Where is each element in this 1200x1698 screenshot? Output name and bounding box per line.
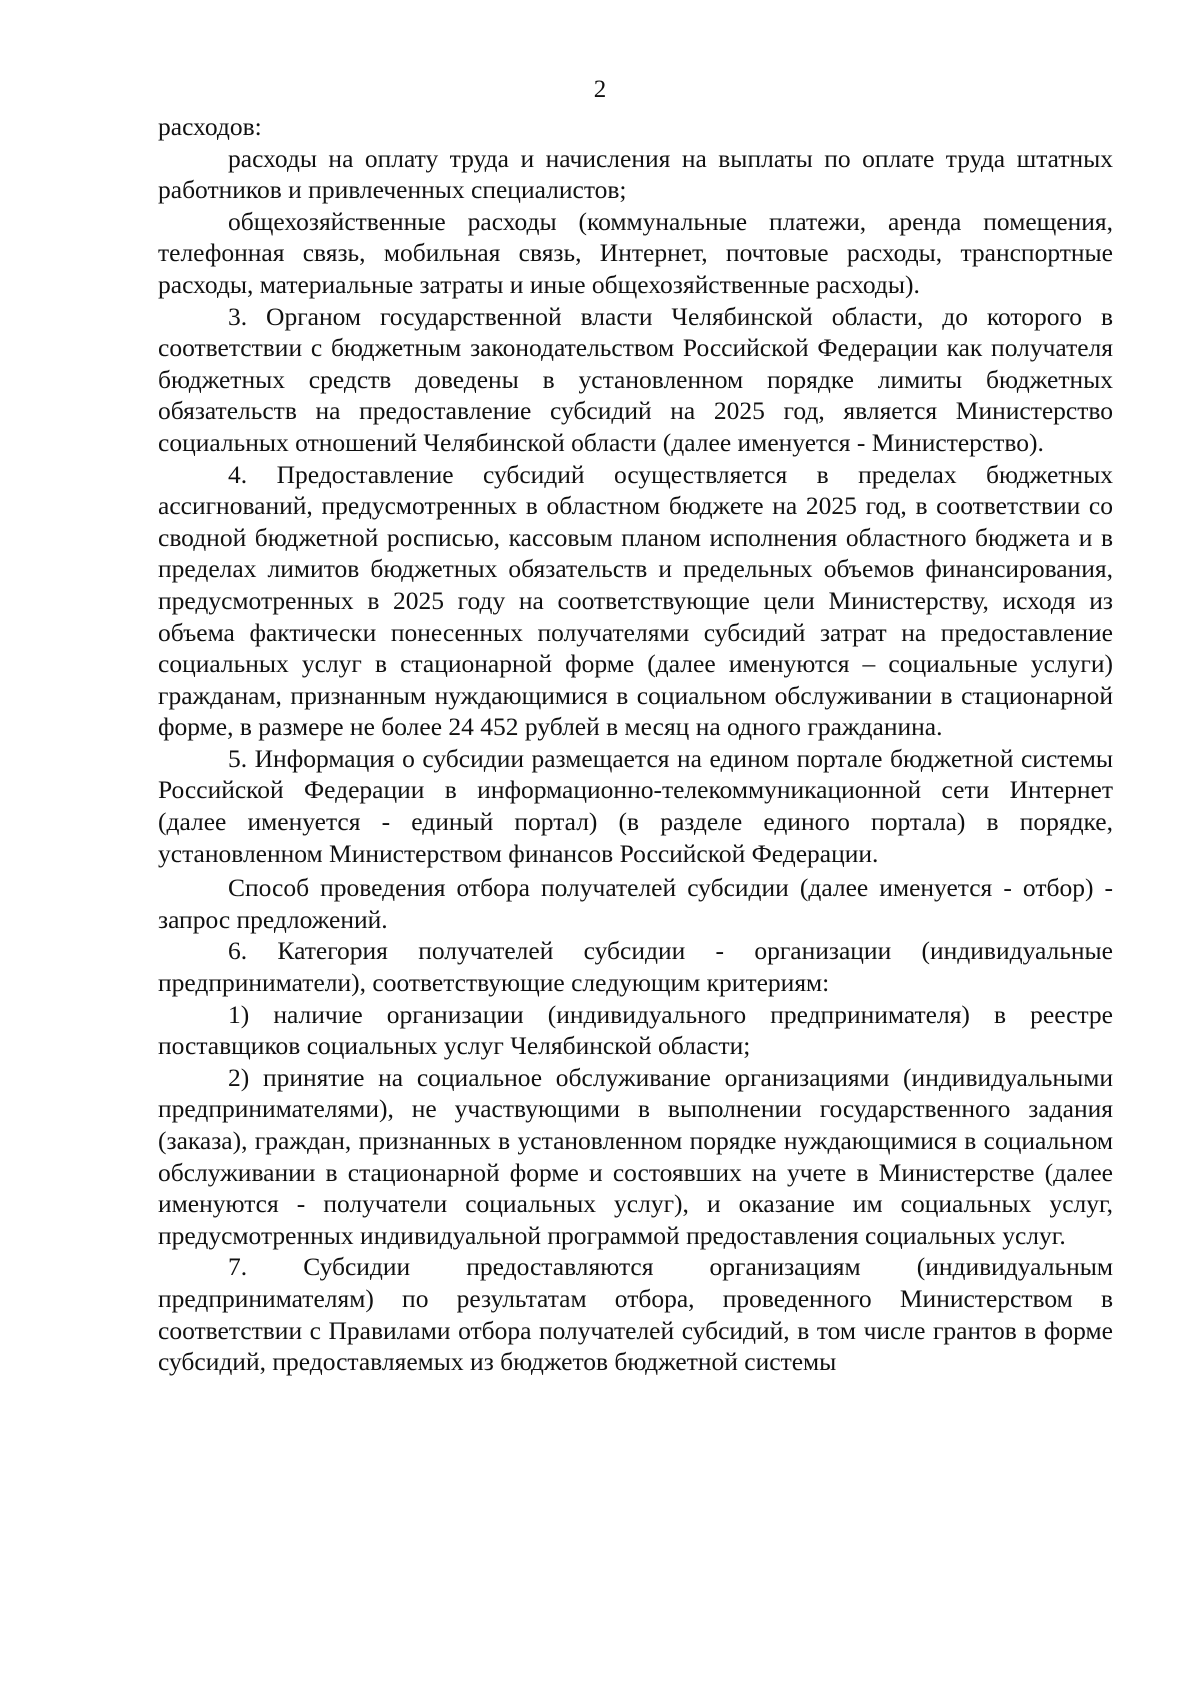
page-number: 2 [593,76,607,103]
paragraph-criterion-1: 1) наличие организации (индивидуального предпринимателя) в реестре поставщиков социальных услуг Челябинской области; [158,999,1113,1061]
paragraph-clause-3: 3. Органом государственной власти Челябинской области, до которого в соответствии с бюджетным законодательством Российской Федерации как получателя бюджетных средств доведены в установленном порядке лимиты бюджетных обязательств на предоставление субсидий на 2025 год, является Министерство социальных отношений Челябинской области (далее именуется - Министерство). [158,301,1113,457]
paragraph-clause-6: 6. Категория получателей субсидии - организации (индивидуальные предприниматели), соответствующие следующим критериям: [158,936,1113,998]
document-body [158,111,1113,1378]
paragraph-labor-costs: расходы на оплату труда и начисления на выплаты по оплате труда штатных работников и привлеченных специалистов; [158,143,1113,205]
paragraph-clause-5: 5. Информация о субсидии размещается на едином портале бюджетной системы Российской Федерации в информационно-телекоммуникационной сети Интернет (далее именуется - единый портал) (в разделе единого портала) в порядке, установленном Министерством финансов Российской Федерации. [158,743,1113,868]
paragraph-clause-4: 4. Предоставление субсидий осуществляется в пределах бюджетных ассигнований, предусмотренных в областном бюджете на 2025 год, в соответствии со сводной бюджетной росписью, кассовым планом исполнения областного бюджета и в пределах лимитов бюджетных обязательств и предельных объемов финансирования, предусмотренных в 2025 году на соответствующие цели Министерству, исходя из объема фактически понесенных получателями субсидий затрат на предоставление социальных услуг в стационарной форме (далее именуются – социальные услуги) гражданам, признанным нуждающимися в социальном обслуживании в стационарной форме, в размере не более 24 452 рублей в месяц на одного гражданина. [158,459,1113,742]
paragraph-selection-method: Способ проведения отбора получателей субсидии (далее именуется - отбор) - запрос предложений. [158,873,1113,934]
paragraph-expenses-heading: расходов: [158,112,262,141]
paragraph-criterion-2: 2) принятие на социальное обслуживание организациями (индивидуальными предпринимателями), не участвующими в выполнении государственного задания (заказа), граждан, признанных в установленном порядке нуждающимися в социальном обслуживании в стационарной форме и состоявших на учете в Министерстве (далее именуются - получатели социальных услуг), и оказание им социальных услуг, предусмотренных индивидуальной программой предоставления социальных услуг. [158,1062,1113,1250]
paragraph-clause-7: 7. Субсидии предоставляются организациям (индивидуальным предпринимателям) по результатам отбора, проведенного Министерством в соответствии с Правилами отбора получателей субсидий, в том числе грантов в форме субсидий, предоставляемых из бюджетов бюджетной системы [158,1252,1113,1377]
paragraph-overhead-costs: общехозяйственные расходы (коммунальные платежи, аренда помещения, телефонная связь, мобильная связь, Интернет, почтовые расходы, транспортные расходы, материальные затраты и иные общехозяйственные расходы). [158,206,1113,299]
